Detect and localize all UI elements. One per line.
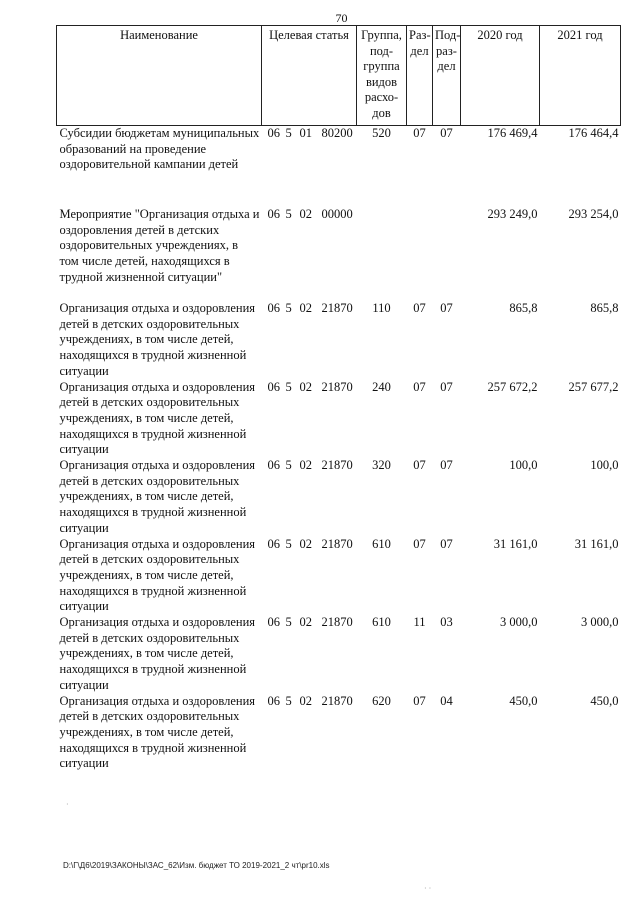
table-row (57, 458, 621, 537)
row-name: Мероприятие "Организация отдыха и оздоровления детей в детских оздоровительных учреждениях, в том числе детей, находящихся в трудной жизненной ситуации" (59, 207, 260, 284)
code-part: 5 (285, 301, 292, 315)
row-target-code (262, 537, 357, 616)
row-2020: 3 000,0 (500, 615, 538, 630)
row-subsection: 04 (440, 693, 453, 708)
code-part: 02 (299, 615, 312, 630)
code-part: 21870 (321, 379, 353, 394)
table-row (57, 207, 621, 301)
code-part: 5 (285, 693, 292, 708)
row-group: 620 (372, 693, 391, 708)
row-group: 110 (372, 301, 391, 315)
header-subsection: Под-раз-дел (433, 26, 461, 126)
row-subsection: 07 (440, 536, 453, 551)
code-part: 5 (285, 536, 292, 551)
budget-table (56, 25, 621, 772)
header-2021: 2021 год (540, 26, 621, 126)
code-part: 21870 (321, 536, 353, 551)
row-section: 11 (413, 615, 426, 630)
row-2021: 293 254,0 (568, 207, 619, 221)
code-part: 02 (299, 207, 312, 221)
row-target-code (262, 126, 357, 208)
header-group: Группа, под-группа видов расхо-дов (357, 26, 407, 126)
row-group: 320 (372, 458, 391, 473)
header-name: Наименование (57, 26, 262, 126)
code-part: 06 (267, 458, 280, 473)
table-row (57, 301, 621, 380)
row-group: 240 (372, 379, 391, 394)
code-part: 06 (267, 693, 280, 708)
row-2021: 865,8 (590, 301, 619, 315)
row-group (357, 207, 407, 301)
row-target-code (262, 694, 357, 773)
code-part: 5 (285, 126, 292, 140)
footer-file-path: D:\Г\Д6\2019\ЗАКОНЫ\ЗАС_62\Изм. бюджет ТО 2019-2021_2 чт\pr10.xls (63, 861, 330, 870)
row-group: 610 (372, 615, 391, 630)
code-part: 06 (267, 536, 280, 551)
code-part: 5 (285, 207, 292, 221)
code-part: 80200 (321, 126, 353, 140)
row-name: Организация отдыха и оздоровления детей в детских оздоровительных учреждениях, в том числе детей, находящихся в трудной жизненной ситуации (59, 379, 256, 457)
row-2020: 450,0 (509, 693, 538, 708)
code-part: 21870 (321, 301, 353, 315)
table-row (57, 537, 621, 616)
code-part: 02 (299, 301, 312, 315)
row-subsection (433, 207, 461, 301)
row-section (407, 207, 433, 301)
row-2021: 100,0 (590, 458, 619, 473)
row-name: Организация отдыха и оздоровления детей в детских оздоровительных учреждениях, в том числе детей, находящихся в трудной жизненной ситуации (59, 615, 256, 692)
row-target-code (262, 380, 357, 459)
scan-speck: · (66, 800, 69, 809)
row-2020: 257 672,2 (487, 379, 538, 394)
row-subsection: 07 (440, 301, 453, 315)
row-target-code (262, 301, 357, 380)
row-target-code (262, 615, 357, 694)
row-name: Организация отдыха и оздоровления детей в детских оздоровительных учреждениях, в том числе детей, находящихся в трудной жизненной ситуации (59, 536, 256, 614)
code-part: 06 (267, 615, 280, 630)
table-row (57, 694, 621, 773)
row-target-code (262, 458, 357, 537)
code-part: 00000 (321, 207, 353, 221)
table-header-row (57, 26, 621, 126)
row-2021: 3 000,0 (581, 615, 619, 630)
code-part: 5 (285, 615, 292, 630)
row-section: 07 (413, 126, 426, 140)
row-2020: 293 249,0 (487, 207, 538, 221)
code-part: 5 (285, 458, 292, 473)
header-section: Раз-дел (407, 26, 433, 126)
row-group: 520 (372, 126, 391, 140)
row-2020: 865,8 (509, 301, 538, 315)
code-part: 21870 (321, 693, 353, 708)
row-section: 07 (413, 536, 426, 551)
table-row (57, 126, 621, 208)
page-number: 70 (335, 11, 348, 25)
row-section: 07 (413, 693, 426, 708)
code-part: 02 (299, 693, 312, 708)
table-row (57, 615, 621, 694)
code-part: 06 (267, 207, 280, 221)
row-2020: 31 161,0 (493, 536, 538, 551)
row-section: 07 (413, 301, 426, 315)
row-2021: 31 161,0 (574, 536, 619, 551)
row-section: 07 (413, 379, 426, 394)
row-2020: 176 469,4 (487, 126, 538, 140)
scan-speck: · · (424, 884, 432, 893)
code-part: 06 (267, 126, 280, 140)
code-part: 01 (299, 126, 312, 140)
row-name: Организация отдыха и оздоровления детей в детских оздоровительных учреждениях, в том числе детей, находящихся в трудной жизненной ситуации (59, 301, 256, 378)
row-subsection: 07 (440, 126, 453, 140)
row-2021: 176 464,4 (568, 126, 619, 140)
row-name: Субсидии бюджетам муниципальных образований на проведение оздоровительной кампании детей (59, 126, 260, 172)
row-subsection: 03 (440, 615, 453, 630)
code-part: 21870 (321, 458, 353, 473)
code-part: 5 (285, 379, 292, 394)
code-part: 06 (267, 301, 280, 315)
row-section: 07 (413, 458, 426, 473)
row-name: Организация отдыха и оздоровления детей в детских оздоровительных учреждениях, в том числе детей, находящихся в трудной жизненной ситуации (59, 458, 256, 535)
code-part: 02 (299, 379, 312, 394)
row-2021: 450,0 (590, 693, 619, 708)
row-target-code (262, 207, 357, 301)
row-2020: 100,0 (509, 458, 538, 473)
row-name: Организация отдыха и оздоровления детей в детских оздоровительных учреждениях, в том числе детей, находящихся в трудной жизненной ситуации (59, 693, 256, 771)
code-part: 21870 (321, 615, 353, 630)
header-2020: 2020 год (461, 26, 540, 126)
row-subsection: 07 (440, 458, 453, 473)
row-group: 610 (372, 536, 391, 551)
header-target: Целевая статья (262, 26, 357, 126)
code-part: 06 (267, 379, 280, 394)
row-2021: 257 677,2 (568, 379, 619, 394)
row-subsection: 07 (440, 379, 453, 394)
code-part: 02 (299, 536, 312, 551)
table-row (57, 380, 621, 459)
code-part: 02 (299, 458, 312, 473)
